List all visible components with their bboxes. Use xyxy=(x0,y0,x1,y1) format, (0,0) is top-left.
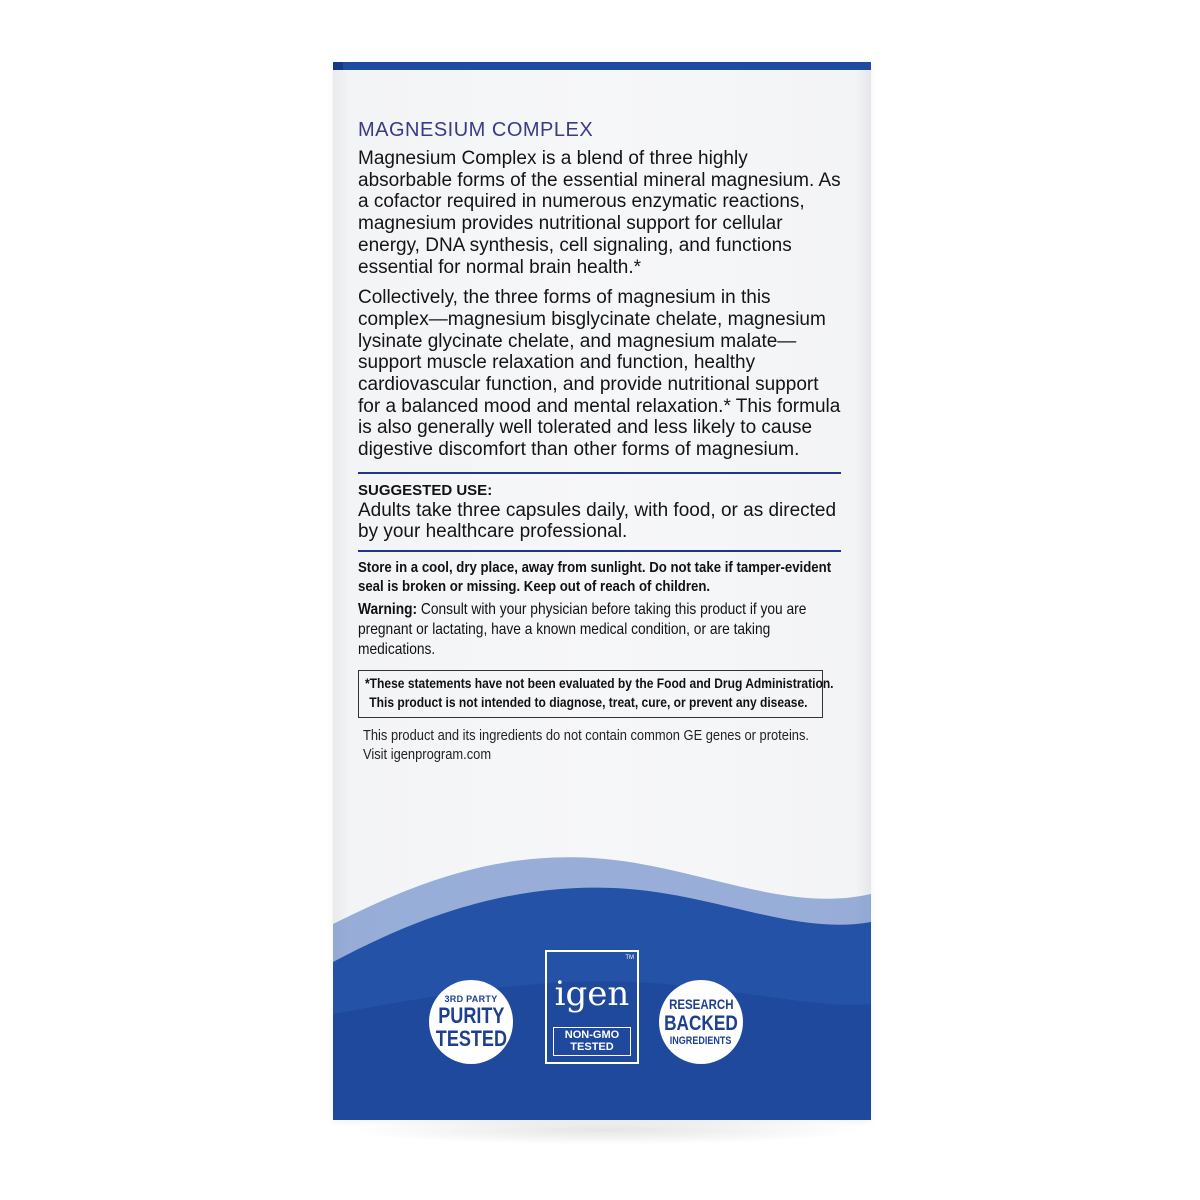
igen-tm-mark: TM xyxy=(625,955,634,961)
ge-statement xyxy=(363,726,845,764)
description-paragraph-2: Collectively, the three forms of magnesium in this complex—magnesium bisglycinate chelate, magnesium lysinate glycinate chelate, and magnesium malate—support muscle relaxation and function, healthy cardiovascular function, and provide nutritional support for a balanced mood and mental relaxation.* This formula is also generally well tolerated and less likely to cause digestive discomfort than other forms of magnesium. xyxy=(358,287,841,461)
ge-line-1: This product and its ingredients do not contain common GE genes or proteins. xyxy=(363,726,810,744)
research-badge-line-3: INGREDIENTS xyxy=(670,1035,732,1047)
research-badge-line-1: RESEARCH xyxy=(668,996,734,1012)
non-gmo-line-1: NON-GMO xyxy=(564,1029,620,1041)
product-heading: MAGNESIUM COMPLEX xyxy=(358,119,594,141)
disclaimer-line-2: This product is not intended to diagnose, treat, cure, or prevent any disease. xyxy=(369,693,808,710)
divider xyxy=(358,472,841,474)
purity-badge-line-1: 3RD PARTY xyxy=(444,994,498,1004)
fda-disclaimer-box xyxy=(358,670,834,718)
research-backed-badge xyxy=(659,980,743,1064)
warning-text xyxy=(358,600,844,660)
storage-instructions: Store in a cool, dry place, away from sunlight. Do not take if tamper-evident seal is broken or missing. Keep out of reach of children. xyxy=(358,558,832,596)
disclaimer-line-1: *These statements have not been evaluated by the Food and Drug Administration. xyxy=(365,674,834,691)
purity-tested-badge xyxy=(429,980,513,1064)
suggested-use-heading: SUGGESTED USE: xyxy=(358,481,493,499)
non-gmo-line-2: TESTED xyxy=(570,1041,614,1053)
warning-body: Consult with your physician before taking this product if you are pregnant or lactating, have a known medical condition, or are taking medications. xyxy=(358,600,807,658)
label-content xyxy=(358,118,841,764)
purity-badge-line-3: TESTED xyxy=(435,1026,507,1051)
top-color-band xyxy=(333,62,871,70)
igen-logo: igen xyxy=(554,974,630,1014)
non-gmo-label xyxy=(553,1027,631,1056)
igen-non-gmo-badge xyxy=(545,950,639,1064)
purity-badge-line-2: PURITY xyxy=(437,1003,505,1028)
divider xyxy=(358,550,841,552)
warning-label: Warning: xyxy=(358,600,418,618)
suggested-use-text: Adults take three capsules daily, with food, or as directed by your healthcare professional. xyxy=(358,499,837,542)
product-box-side-panel xyxy=(333,62,871,1120)
description-paragraph-1: Magnesium Complex is a blend of three highly absorbable forms of the essential mineral magnesium. As a cofactor required in numerous enzymatic reactions, magnesium provides nutritional support for cellular energy, DNA synthesis, cell signaling, and functions essential for normal brain health.* xyxy=(358,148,841,278)
ge-line-2: Visit igenprogram.com xyxy=(363,745,492,763)
research-badge-line-2: BACKED xyxy=(664,1012,738,1035)
